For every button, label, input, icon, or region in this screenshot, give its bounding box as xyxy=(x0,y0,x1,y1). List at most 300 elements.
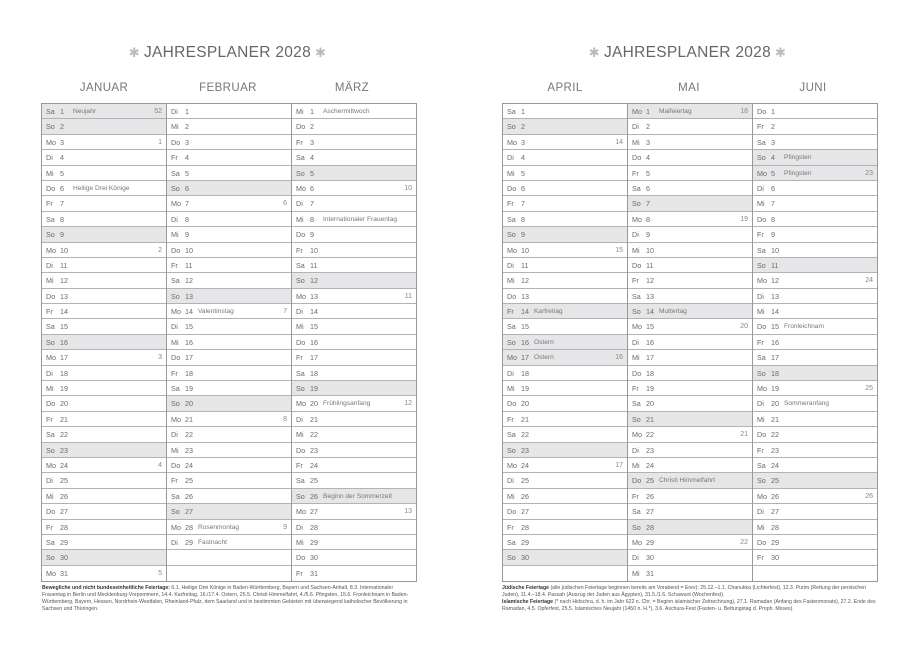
weekday: Do xyxy=(757,430,767,440)
weekday: So xyxy=(632,199,641,209)
week-number: 3 xyxy=(158,354,162,362)
week-number: 20 xyxy=(740,323,748,331)
day-cell[interactable] xyxy=(753,227,877,242)
day-cell[interactable] xyxy=(753,258,877,273)
weekday: Mo xyxy=(507,353,517,363)
day-cell[interactable] xyxy=(753,427,877,442)
day-number: 1 xyxy=(185,107,189,116)
day-number: 19 xyxy=(60,384,68,394)
day-number: 23 xyxy=(310,445,318,455)
day-cell[interactable] xyxy=(753,304,877,319)
weekday: So xyxy=(171,291,180,301)
week-number: 24 xyxy=(865,277,873,285)
day-cell[interactable] xyxy=(753,135,877,150)
day-cell[interactable] xyxy=(503,212,627,227)
weekday: Fr xyxy=(507,199,514,209)
day-cell[interactable] xyxy=(628,504,752,519)
day-cell[interactable] xyxy=(628,335,752,350)
day-cell[interactable] xyxy=(753,412,877,427)
day-number: 11 xyxy=(310,260,318,270)
day-cell[interactable] xyxy=(292,196,416,211)
weekday: Di xyxy=(171,107,178,116)
weekday: Mi xyxy=(757,199,765,209)
weekday: Di xyxy=(171,214,178,224)
day-cell[interactable] xyxy=(292,181,416,196)
day-cell[interactable] xyxy=(628,150,752,165)
page-title xyxy=(40,44,415,62)
day-cell[interactable] xyxy=(628,396,752,411)
weekday: Mi xyxy=(507,384,515,394)
day-cell[interactable] xyxy=(167,166,291,181)
day-cell[interactable] xyxy=(167,319,291,334)
day-cell[interactable] xyxy=(503,412,627,427)
day-cell[interactable] xyxy=(503,119,627,134)
day-cell[interactable] xyxy=(292,550,416,565)
day-cell[interactable] xyxy=(292,504,416,519)
day-cell[interactable] xyxy=(503,473,627,488)
day-cell[interactable] xyxy=(628,243,752,258)
day-number: 23 xyxy=(771,445,779,455)
weekday: Sa xyxy=(757,245,766,255)
day-cell[interactable] xyxy=(503,135,627,150)
day-cell[interactable] xyxy=(503,150,627,165)
day-cell[interactable] xyxy=(753,350,877,365)
day-cell[interactable] xyxy=(42,166,166,181)
day-cell[interactable] xyxy=(503,550,627,565)
day-cell[interactable] xyxy=(753,104,877,119)
day-cell[interactable] xyxy=(42,489,166,504)
day-cell[interactable] xyxy=(628,520,752,535)
day-number: 14 xyxy=(771,307,779,317)
day-cell[interactable] xyxy=(167,443,291,458)
day-number: 16 xyxy=(521,337,529,347)
day-cell[interactable] xyxy=(167,335,291,350)
event-label: Frühlingsanfang xyxy=(323,400,371,408)
day-number: 12 xyxy=(646,276,654,286)
day-cell[interactable] xyxy=(42,273,166,288)
weekday: Mi xyxy=(296,214,304,224)
day-cell[interactable] xyxy=(753,396,877,411)
day-cell[interactable] xyxy=(503,319,627,334)
day-number: 20 xyxy=(60,399,68,409)
day-number: 7 xyxy=(60,199,64,209)
day-cell[interactable] xyxy=(292,350,416,365)
day-cell[interactable] xyxy=(292,335,416,350)
weekday: Di xyxy=(46,476,53,486)
weekday: Do xyxy=(46,291,56,301)
weekday: Fr xyxy=(296,137,303,147)
weekday: So xyxy=(757,153,766,163)
day-cell[interactable] xyxy=(503,196,627,211)
day-cell[interactable] xyxy=(628,227,752,242)
day-cell[interactable] xyxy=(292,119,416,134)
day-number: 5 xyxy=(646,168,650,178)
day-number: 18 xyxy=(60,368,68,378)
day-cell[interactable] xyxy=(42,566,166,581)
day-cell[interactable] xyxy=(503,273,627,288)
day-cell[interactable] xyxy=(503,304,627,319)
day-cell[interactable] xyxy=(292,319,416,334)
day-cell[interactable] xyxy=(628,489,752,504)
day-number: 7 xyxy=(185,199,189,209)
event-label: Christi Himmelfahrt xyxy=(659,477,716,485)
day-cell[interactable] xyxy=(292,473,416,488)
day-cell[interactable] xyxy=(42,289,166,304)
weekday: Di xyxy=(296,522,303,532)
day-number: 28 xyxy=(771,522,779,532)
week-number: 15 xyxy=(615,246,623,254)
day-cell[interactable] xyxy=(753,212,877,227)
weekday: Mi xyxy=(296,107,304,116)
day-number: 21 xyxy=(310,414,318,424)
day-number: 14 xyxy=(60,307,68,317)
day-cell[interactable] xyxy=(628,319,752,334)
weekday: Mo xyxy=(632,322,642,332)
day-number: 30 xyxy=(771,553,779,563)
day-cell[interactable] xyxy=(628,304,752,319)
day-cell[interactable] xyxy=(292,535,416,550)
day-cell[interactable] xyxy=(42,196,166,211)
day-number: 11 xyxy=(185,260,193,270)
day-cell[interactable] xyxy=(503,243,627,258)
week-number: 19 xyxy=(740,215,748,223)
weekday: So xyxy=(507,553,516,563)
day-cell[interactable] xyxy=(753,566,877,581)
day-cell[interactable] xyxy=(628,181,752,196)
day-cell[interactable] xyxy=(42,304,166,319)
day-cell[interactable] xyxy=(292,212,416,227)
day-number: 25 xyxy=(185,476,193,486)
day-cell[interactable] xyxy=(753,504,877,519)
day-cell[interactable] xyxy=(753,366,877,381)
day-number: 4 xyxy=(185,153,189,163)
day-number: 21 xyxy=(771,414,779,424)
day-cell[interactable] xyxy=(167,273,291,288)
day-cell[interactable] xyxy=(753,335,877,350)
day-cell[interactable] xyxy=(167,504,291,519)
day-cell[interactable] xyxy=(167,150,291,165)
day-cell[interactable] xyxy=(292,243,416,258)
day-cell[interactable] xyxy=(292,458,416,473)
weekday: Di xyxy=(507,368,514,378)
day-number: 31 xyxy=(60,568,68,578)
day-cell[interactable] xyxy=(42,366,166,381)
day-cell[interactable] xyxy=(503,104,627,119)
day-cell[interactable] xyxy=(167,427,291,442)
event-label: Heilige Drei Könige xyxy=(73,184,130,192)
day-number: 4 xyxy=(60,153,64,163)
day-cell[interactable] xyxy=(753,520,877,535)
day-cell[interactable] xyxy=(753,458,877,473)
day-cell[interactable] xyxy=(753,243,877,258)
day-cell[interactable] xyxy=(628,166,752,181)
day-cell[interactable] xyxy=(167,489,291,504)
day-cell[interactable] xyxy=(42,319,166,334)
day-cell[interactable] xyxy=(628,412,752,427)
day-cell[interactable] xyxy=(167,550,291,565)
weekday: Mi xyxy=(46,276,54,286)
weekday: Fr xyxy=(757,445,764,455)
weekday: Mo xyxy=(632,430,642,440)
day-cell[interactable] xyxy=(503,335,627,350)
week-number: 52 xyxy=(154,108,162,115)
day-number: 13 xyxy=(60,291,68,301)
day-cell[interactable] xyxy=(167,535,291,550)
day-cell[interactable] xyxy=(42,396,166,411)
day-cell[interactable] xyxy=(167,135,291,150)
week-number: 21 xyxy=(740,431,748,439)
day-cell[interactable] xyxy=(167,243,291,258)
day-cell[interactable] xyxy=(503,396,627,411)
day-cell[interactable] xyxy=(42,258,166,273)
day-cell[interactable] xyxy=(292,227,416,242)
month-header-januar: JANUAR xyxy=(79,82,129,94)
day-cell[interactable] xyxy=(167,212,291,227)
day-cell[interactable] xyxy=(292,366,416,381)
day-cell[interactable] xyxy=(628,350,752,365)
day-cell[interactable] xyxy=(753,473,877,488)
day-cell[interactable] xyxy=(503,427,627,442)
weekday: So xyxy=(507,230,516,240)
day-cell[interactable] xyxy=(753,289,877,304)
day-number: 28 xyxy=(185,522,193,532)
day-cell[interactable] xyxy=(503,350,627,365)
day-cell[interactable] xyxy=(753,443,877,458)
day-cell[interactable] xyxy=(167,119,291,134)
day-cell[interactable] xyxy=(503,289,627,304)
day-cell[interactable] xyxy=(628,258,752,273)
event-label: Muttertag xyxy=(659,308,687,316)
day-cell[interactable] xyxy=(42,243,166,258)
day-number: 6 xyxy=(310,183,314,193)
day-cell[interactable] xyxy=(167,366,291,381)
day-cell[interactable] xyxy=(167,196,291,211)
day-cell[interactable] xyxy=(42,443,166,458)
weekday: Sa xyxy=(46,537,55,547)
week-number: 2 xyxy=(158,246,162,254)
day-cell[interactable] xyxy=(167,104,291,119)
day-cell[interactable] xyxy=(753,196,877,211)
day-cell[interactable] xyxy=(628,212,752,227)
day-cell[interactable] xyxy=(167,520,291,535)
day-cell[interactable] xyxy=(628,273,752,288)
day-cell[interactable] xyxy=(503,504,627,519)
day-cell[interactable] xyxy=(753,166,877,181)
day-cell[interactable] xyxy=(292,304,416,319)
weekday: So xyxy=(171,507,180,517)
day-cell[interactable] xyxy=(42,227,166,242)
weekday: So xyxy=(507,122,516,132)
day-cell[interactable] xyxy=(753,489,877,504)
day-cell[interactable] xyxy=(628,443,752,458)
weekday: Mo xyxy=(296,507,306,517)
day-cell[interactable] xyxy=(628,427,752,442)
weekday: Do xyxy=(296,230,306,240)
weekday: Mo xyxy=(296,291,306,301)
day-cell[interactable] xyxy=(503,381,627,396)
weekday: Mi xyxy=(171,445,179,455)
day-cell[interactable] xyxy=(42,135,166,150)
day-number: 9 xyxy=(771,230,775,240)
day-cell[interactable] xyxy=(753,319,877,334)
footnote-heading: Jüdische Feiertage xyxy=(502,585,549,591)
day-cell[interactable] xyxy=(292,566,416,581)
day-cell[interactable] xyxy=(503,181,627,196)
day-cell[interactable] xyxy=(292,273,416,288)
weekday: Mi xyxy=(632,137,640,147)
day-cell[interactable] xyxy=(42,458,166,473)
day-cell[interactable] xyxy=(167,473,291,488)
day-number: 19 xyxy=(310,384,318,394)
day-cell[interactable] xyxy=(753,150,877,165)
weekday: Di xyxy=(632,230,639,240)
day-cell[interactable] xyxy=(42,473,166,488)
day-cell[interactable] xyxy=(42,181,166,196)
day-number: 28 xyxy=(646,522,654,532)
day-cell[interactable] xyxy=(167,227,291,242)
day-number: 9 xyxy=(60,230,64,240)
day-cell[interactable] xyxy=(42,427,166,442)
day-number: 2 xyxy=(521,122,525,132)
day-cell[interactable] xyxy=(503,443,627,458)
day-cell[interactable] xyxy=(42,335,166,350)
day-cell[interactable] xyxy=(292,289,416,304)
day-number: 22 xyxy=(646,430,654,440)
day-cell[interactable] xyxy=(167,258,291,273)
day-cell[interactable] xyxy=(292,489,416,504)
day-cell[interactable] xyxy=(628,566,752,581)
day-cell[interactable] xyxy=(42,212,166,227)
weekday: Di xyxy=(296,307,303,317)
day-cell[interactable] xyxy=(503,366,627,381)
weekday: So xyxy=(46,337,55,347)
day-cell[interactable] xyxy=(628,381,752,396)
day-cell[interactable] xyxy=(503,489,627,504)
day-cell[interactable] xyxy=(292,381,416,396)
day-cell[interactable] xyxy=(167,381,291,396)
day-cell[interactable] xyxy=(753,535,877,550)
day-cell[interactable] xyxy=(42,412,166,427)
day-number: 23 xyxy=(185,445,193,455)
day-cell[interactable] xyxy=(167,350,291,365)
day-number: 22 xyxy=(310,430,318,440)
day-cell[interactable] xyxy=(628,550,752,565)
day-cell[interactable] xyxy=(753,550,877,565)
day-number: 11 xyxy=(60,260,68,270)
day-cell[interactable] xyxy=(167,458,291,473)
event-label: Sommeranfang xyxy=(784,400,830,408)
day-cell[interactable] xyxy=(292,135,416,150)
day-cell[interactable] xyxy=(503,227,627,242)
day-cell[interactable] xyxy=(292,166,416,181)
day-cell[interactable] xyxy=(292,427,416,442)
day-cell[interactable] xyxy=(167,289,291,304)
day-cell[interactable] xyxy=(292,443,416,458)
day-cell[interactable] xyxy=(292,150,416,165)
day-cell[interactable] xyxy=(42,535,166,550)
day-cell[interactable] xyxy=(753,181,877,196)
day-cell[interactable] xyxy=(628,289,752,304)
day-number: 9 xyxy=(521,230,525,240)
day-number: 5 xyxy=(185,168,189,178)
day-cell[interactable] xyxy=(42,504,166,519)
weekday: Mo xyxy=(46,245,56,255)
day-cell[interactable] xyxy=(628,196,752,211)
day-cell[interactable] xyxy=(292,412,416,427)
weekday: So xyxy=(296,384,305,394)
day-cell[interactable] xyxy=(753,381,877,396)
weekday: Do xyxy=(171,353,181,363)
day-cell[interactable] xyxy=(628,119,752,134)
weekday: Mi xyxy=(632,245,640,255)
day-number: 25 xyxy=(646,476,654,486)
day-cell[interactable] xyxy=(628,135,752,150)
day-cell[interactable] xyxy=(503,258,627,273)
day-cell[interactable] xyxy=(753,273,877,288)
day-cell[interactable] xyxy=(503,566,627,581)
weekday: So xyxy=(46,230,55,240)
day-number: 1 xyxy=(771,107,775,116)
weekday: Fr xyxy=(46,522,53,532)
weekday: So xyxy=(46,122,55,132)
day-cell[interactable] xyxy=(42,150,166,165)
weekday: Do xyxy=(171,460,181,470)
day-number: 16 xyxy=(646,337,654,347)
day-cell[interactable] xyxy=(42,350,166,365)
day-number: 26 xyxy=(771,491,779,501)
weekday: Do xyxy=(757,107,767,116)
day-cell[interactable] xyxy=(503,520,627,535)
day-cell[interactable] xyxy=(628,473,752,488)
day-cell[interactable] xyxy=(503,458,627,473)
day-cell[interactable] xyxy=(292,104,416,119)
day-cell[interactable] xyxy=(292,258,416,273)
day-number: 15 xyxy=(185,322,193,332)
weekday: Di xyxy=(507,476,514,486)
weekday: Do xyxy=(632,476,642,486)
day-cell[interactable] xyxy=(42,381,166,396)
day-cell[interactable] xyxy=(167,566,291,581)
day-cell[interactable] xyxy=(42,550,166,565)
day-cell[interactable] xyxy=(503,535,627,550)
right-page xyxy=(460,0,915,648)
weekday: Fr xyxy=(507,307,514,317)
day-number: 16 xyxy=(185,337,193,347)
day-cell[interactable] xyxy=(292,396,416,411)
day-cell[interactable] xyxy=(628,104,752,119)
weekday: Di xyxy=(46,260,53,270)
weekday: Mi xyxy=(46,491,54,501)
day-cell[interactable] xyxy=(42,119,166,134)
day-cell[interactable] xyxy=(753,119,877,134)
day-cell[interactable] xyxy=(42,520,166,535)
day-cell[interactable] xyxy=(628,458,752,473)
day-cell[interactable] xyxy=(167,181,291,196)
day-cell[interactable] xyxy=(167,304,291,319)
day-cell[interactable] xyxy=(42,104,166,119)
weekday: Sa xyxy=(296,368,305,378)
day-cell[interactable] xyxy=(628,366,752,381)
weekday: Do xyxy=(507,507,517,517)
day-cell[interactable] xyxy=(628,535,752,550)
day-cell[interactable] xyxy=(167,396,291,411)
day-cell[interactable] xyxy=(167,412,291,427)
day-cell[interactable] xyxy=(503,166,627,181)
day-cell[interactable] xyxy=(292,520,416,535)
page-title-text: JAHRESPLANER 2028 xyxy=(603,44,772,61)
footnote-heading: Islamische Feiertage xyxy=(502,599,554,606)
left-page xyxy=(0,0,455,648)
